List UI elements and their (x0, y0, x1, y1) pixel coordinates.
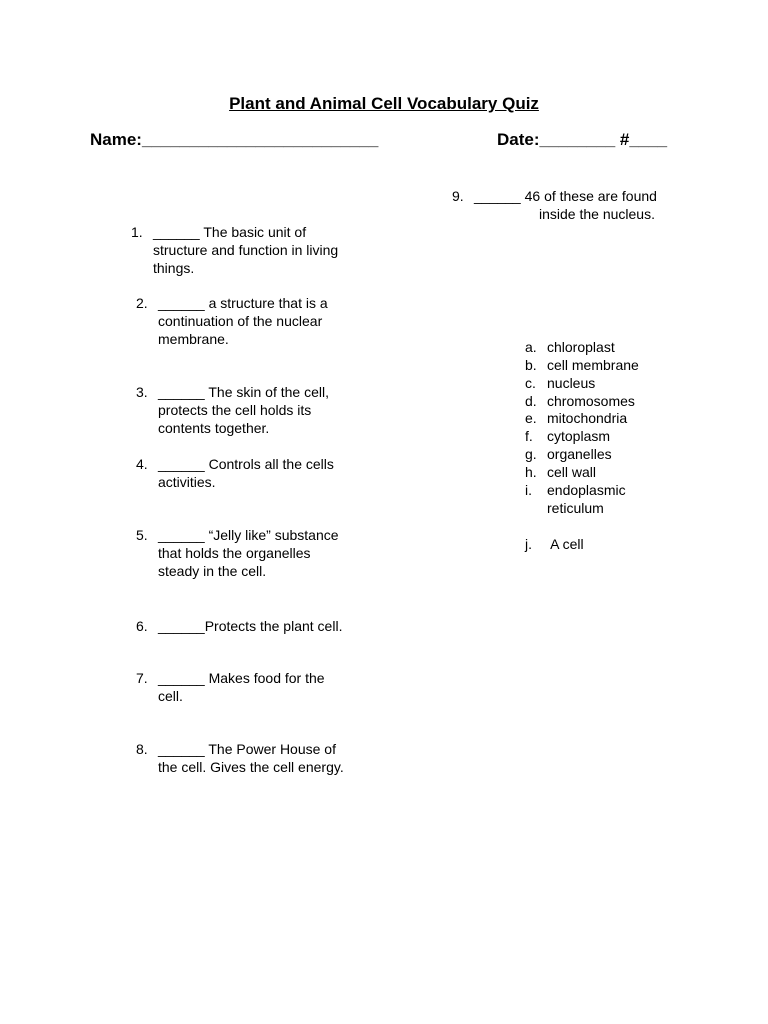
question-line: ______ 46 of these are found (474, 188, 657, 204)
question-line: steady in the cell. (158, 563, 267, 579)
question-text (158, 455, 334, 491)
question-number: 2. (136, 295, 148, 311)
option-letter: c. (525, 375, 536, 391)
question-line: contents together. (158, 420, 270, 436)
option-letter: g. (525, 446, 537, 462)
question-line: continuation of the nuclear (158, 313, 323, 329)
question-line: things. (153, 260, 195, 276)
option-letter: h. (525, 464, 537, 480)
question-number: 7. (136, 670, 148, 686)
question-number: 6. (136, 618, 148, 634)
question-number: 8. (136, 741, 148, 757)
option-text: A cell (547, 536, 584, 552)
question-line: ______ The skin of the cell, (158, 384, 329, 400)
option-text: cytoplasm (547, 428, 611, 444)
question-line: ______ a structure that is a (158, 295, 328, 311)
option-text: organelles (547, 446, 612, 462)
question-text (158, 383, 329, 437)
question-line: protects the cell holds its (158, 402, 312, 418)
option-letter: e. (525, 410, 537, 426)
option-text: nucleus (547, 375, 596, 391)
question-text (158, 740, 344, 776)
question-line: inside the nucleus. (539, 206, 655, 222)
name-field-label: Name:_________________________ (90, 130, 379, 149)
question-line: ______ The basic unit of (153, 224, 307, 240)
option-letter: a. (525, 339, 537, 355)
question-line: membrane. (158, 331, 229, 347)
option-letter: d. (525, 393, 537, 409)
question-number: 9. (452, 188, 464, 204)
question-number: 5. (136, 527, 148, 543)
question-line: ______ Makes food for the (158, 670, 325, 686)
question-line: cell. (158, 688, 183, 704)
question-line: ______ Controls all the cells (158, 456, 334, 472)
question-line: the cell. Gives the cell energy. (158, 759, 344, 775)
question-text (158, 669, 325, 705)
question-line: ______Protects the plant cell. (158, 618, 343, 634)
option-text: chromosomes (547, 393, 635, 409)
question-line: ______ The Power House of (158, 741, 336, 757)
option-text: chloroplast (547, 339, 615, 355)
option-letter: f. (525, 428, 533, 444)
question-line: structure and function in living (153, 242, 339, 258)
question-number: 4. (136, 456, 148, 472)
option-text: reticulum (547, 500, 604, 516)
option-text: endoplasmic (547, 482, 626, 498)
date-field-label: Date:________ #____ (497, 130, 668, 149)
option-text: mitochondria (547, 410, 628, 426)
option-text: cell wall (547, 464, 597, 480)
option-letter: i. (525, 482, 532, 498)
quiz-title: Plant and Animal Cell Vocabulary Quiz (229, 94, 539, 113)
question-line: ______ “Jelly like” substance (158, 527, 339, 543)
question-line: that holds the organelles (158, 545, 311, 561)
question-text (153, 223, 338, 277)
question-text (158, 526, 339, 580)
option-letter: b. (525, 357, 537, 373)
option-text: cell membrane (547, 357, 639, 373)
question-text (474, 187, 657, 223)
option-letter: j. (525, 536, 532, 552)
question-number: 3. (136, 384, 148, 400)
question-line: activities. (158, 474, 216, 490)
question-text (158, 294, 328, 348)
question-number: 1. (131, 224, 143, 240)
question-text (158, 617, 342, 635)
